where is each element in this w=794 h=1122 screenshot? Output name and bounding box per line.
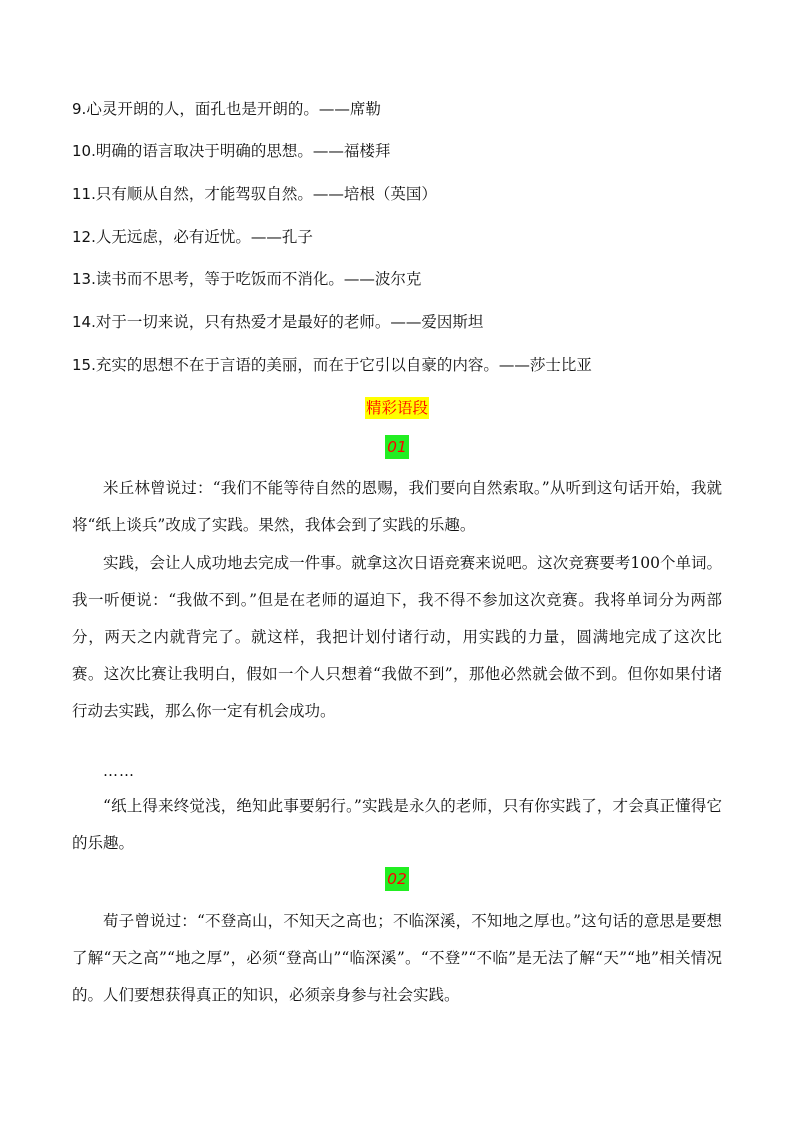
quote-text: 充实的思想不在于言语的美丽，而在于它引以自豪的内容。——莎士比亚 [95,356,592,374]
quote-number: 15. [72,356,96,374]
section-heading [0,398,794,418]
passage-paragraph: “纸上得来终觉浅，绝知此事要躬行。”实践是永久的老师，只有你实践了，才会真正懂得它的乐趣。 [72,797,722,852]
passage-label [0,869,794,889]
quote-number: 12. [72,228,96,246]
quote-text: 只有顺从自然，才能驾驭自然。——培根（英国） [95,185,437,203]
quote-text: 心灵开朗的人，面孔也是开朗的。——席勒 [86,100,381,118]
passage-paragraph: 实践，会让人成功地去完成一件事。就拿这次日语竞赛来说吧。这次竞赛要考100个单词。我一听便说：“我做不到。”但是在老师的逼迫下，我不得不参加这次竞赛。我将单词分为两部分，两天之内就背完了。就这样，我把计划付诸行动，用实践的力量，圆满地完成了这次比赛。这次比赛让我明白，假如一个人只想着“我做不到”，那他必然就会做不到。但你如果付诸行动去实践，那么你一定有机会成功。 [72,554,722,720]
quote-item [72,355,732,375]
ellipsis: …… [103,762,135,780]
passage-paragraph: 米丘林曾说过：“我们不能等待自然的恩赐，我们要向自然索取。”从听到这句话开始，我就将“纸上谈兵”改成了实践。果然，我体会到了实践的乐趣。 [72,479,722,534]
passage-label-text: 02 [385,867,409,891]
section-heading-text: 精彩语段 [365,399,428,417]
quote-text: 明确的语言取决于明确的思想。——福楼拜 [95,142,391,160]
quote-item [72,227,732,247]
quote-item [72,312,732,332]
passage-label [0,437,794,457]
passage-label-text: 01 [385,435,409,459]
quote-text: 读书而不思考，等于吃饭而不消化。——波尔克 [95,270,422,288]
quote-number: 14. [72,313,96,331]
passage-paragraph: 荀子曾说过：“不登高山，不知天之高也；不临深溪，不知地之厚也。”这句话的意思是要想了解“天之高”“地之厚”，必须“登高山”“临深溪”。“不登”“不临”是无法了解“天”“地”相关情况的。人们要想获得真正的知识，必须亲身参与社会实践。 [72,912,722,1004]
quote-item [72,141,732,161]
quote-number: 10. [72,142,96,160]
quote-item [72,184,732,204]
quote-number: 13. [72,270,96,288]
quote-item [72,269,732,289]
quote-item [72,99,732,119]
quote-text: 对于一切来说，只有热爱才是最好的老师。——爱因斯坦 [95,313,484,331]
quote-number: 11. [72,185,96,203]
quote-number: 9. [72,100,87,118]
quote-text: 人无远虑，必有近忧。——孔子 [95,228,313,246]
